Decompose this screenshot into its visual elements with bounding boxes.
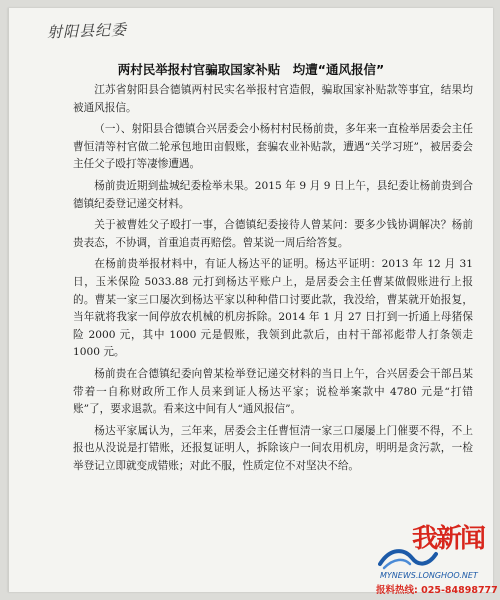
paragraph-intro: 江苏省射阳县合德镇两村民实名举报村官造假，骗取国家补贴款等事宜，结果均被通风报信。 bbox=[73, 84, 473, 114]
paragraph-beating: 关于被曹姓父子殴打一事，合德镇纪委接待人曾某问：要多少钱协调解决？杨前贵表态，不协调，首重追责再赔偿。曾某说一周后给答复。 bbox=[73, 219, 473, 249]
site-watermark bbox=[376, 516, 498, 598]
document-title: 两村民举报村官骗取国家补贴 均遭“通风报信” bbox=[117, 62, 385, 77]
document-page bbox=[8, 8, 493, 592]
watermark-site: MYNEWS.LONGHOO.NET bbox=[380, 571, 478, 580]
paragraph-case-one: （一）、射阳县合德镇合兴居委会小杨村村民杨前贵，多年来一直检举居委会主任曹恒清等村官做二轮承包地田亩假账，套骗农业补贴款，遭遇“关学习班”，被居委会主任父子殴打等凄惨遭遇。 bbox=[73, 123, 473, 171]
watermark-brand: 我新闻 bbox=[411, 524, 484, 554]
wave-logo-icon bbox=[378, 542, 438, 572]
document-body bbox=[73, 82, 473, 477]
paragraph-witness: 在杨前贵举报材料中，有证人杨达平的证明。杨达平证明：2013 年 12 月 31 日，玉米保险 5033.88 元打到杨达平账户上，是居委会主任曹某做假账进行上报的。曹某一家三口屡次到杨达平家以种种借口讨要此款，我没给，曹某就开始报复，当年就将我家一间停放农机械的机房拆除。2014 年 1 月 27 日打到一折通上母猪保险 2000 元，其中 1000 元是假账，我领到此款后，由村干部祁彪带人打条领走 1000 元。 bbox=[73, 258, 473, 359]
hotline-label: 报料热线: bbox=[376, 585, 418, 596]
paragraph-county-visit: 杨前贵近期到盐城纪委检举未果。2015 年 9 月 9 日上午，县纪委让杨前贵到合德镇纪委登记递交材料。 bbox=[73, 179, 473, 210]
hotline-number: 025-84898777 bbox=[421, 585, 498, 596]
handwritten-note: 射阳县纪委 bbox=[46, 20, 128, 42]
paragraph-family: 杨达平家属认为，三年来，居委会主任曹恒清一家三口屡屡上门催要不得，不上报也从没说是打错账，还报复证明人，拆除该户一间农用机房，明明是贪污款，一检举登记立即就变成错账；对此不服，性质定位不对坚决不给。 bbox=[73, 424, 473, 472]
watermark-hotline bbox=[376, 582, 498, 596]
paragraph-tip-off: 杨前贵在合德镇纪委向曾某检举登记递交材料的当日上午，合兴居委会干部吕某带着一自称财政所工作人员来到证人杨达平家；说检举案款中 4780 元是“打错账”了，要求退款。看来这中间有人“通风报信”。 bbox=[73, 367, 473, 416]
